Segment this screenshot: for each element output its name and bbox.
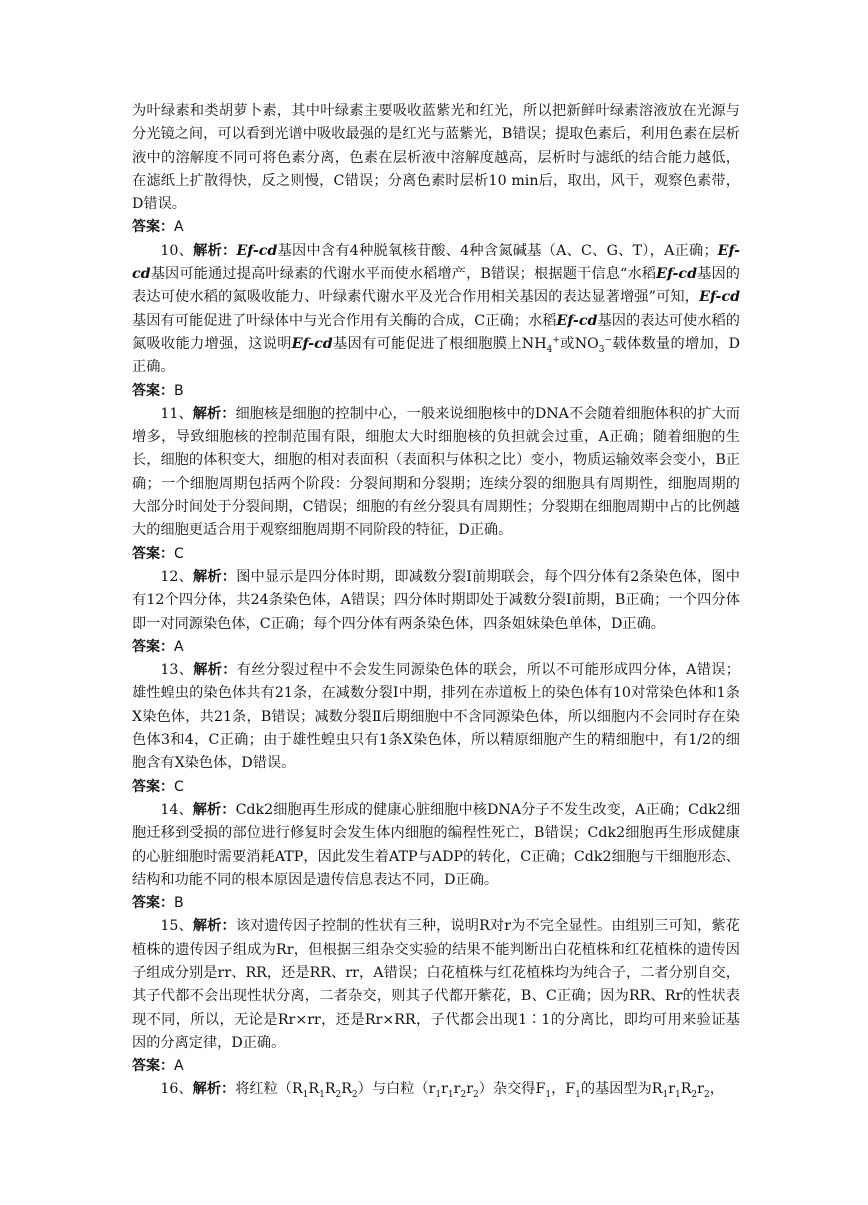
answer-value: A (174, 219, 184, 236)
subscript: 1 (575, 1090, 581, 1101)
q15-paragraph (132, 915, 740, 1055)
text-run: 基因有可能促进了叶绿体中与光合作用有关酶的合成，C正确；水稻 (132, 312, 557, 329)
q14-answer (132, 892, 740, 915)
question-number: 12、 (160, 568, 194, 585)
ion-subscript: 4 (546, 344, 553, 355)
q13-answer (132, 776, 740, 799)
gene-name: Ef-cd (656, 266, 697, 283)
gene-name: Ef-cd (291, 335, 333, 352)
intro-paragraph: 为叶绿素和类胡萝卜素，其中叶绿素主要吸收蓝紫光和红光，所以把新鲜叶绿素溶液放在光源与分光镜之间，可以看到光谱中吸收最强的是红光与蓝紫光，B错误；提取色素后，利用色素在层析液中的溶解度不同可将色素分离，色素在层析液中溶解度越高，层析时与滤纸的结合能力越低，在滤纸上扩散得快，反之则慢，C错误；分离色素时层析10 min后，取出，风干，观察色素带，D错误。 (132, 103, 740, 213)
question-number: 13、 (160, 662, 194, 679)
question-number: 16、 (160, 1081, 193, 1098)
question-number: 14、 (160, 801, 193, 818)
gene-name: Ef-cd (556, 312, 598, 329)
subscript: 1 (435, 1090, 442, 1101)
text-run: ）与白粒（r (357, 1081, 436, 1098)
text-run: 基因中含有4种脱氧核苷酸、4种含氮碱基（A、C、G、T），A正确； (277, 242, 718, 259)
answer-value: B (174, 895, 184, 912)
gene-name: Ef-cd (236, 242, 278, 259)
subscript: 1 (545, 1090, 552, 1101)
analysis-label: 解析： (193, 568, 237, 585)
answer-value: A (174, 1058, 184, 1075)
answer-value: C (174, 545, 184, 562)
text-run: r (453, 1081, 461, 1098)
ion-superscript: − (604, 335, 613, 346)
text-run: 或NO (559, 335, 599, 352)
analysis-text: 有丝分裂过程中不会发生同源染色体的联会，所以不可能形成四分体，A错误；雄性蝗虫的染色体共有21条，在减数分裂Ⅰ中期，排列在赤道板上的染色体有10对常染色体和1条X染色体，共21条，B错误；减数分裂Ⅱ后期细胞中不含同源染色体，所以细胞内不会同时存在染色体3和4，C正确；由于雄性蝗虫只有1条X染色体，所以精原细胞产生的精细胞中，有1/2的细胞含有X染色体，D错误。 (132, 662, 740, 772)
text-run: R (308, 1081, 320, 1098)
gene-name: Ef-cd (132, 242, 740, 283)
q15-answer (132, 1055, 740, 1078)
text-run: 基因有可能促进了根细胞膜上NH (332, 335, 547, 352)
subscript: 2 (460, 1090, 467, 1101)
q11-answer (132, 543, 740, 566)
q11-paragraph (132, 403, 740, 543)
answer-label: 答案： (132, 382, 174, 399)
answer-label: 答案： (132, 219, 174, 236)
text-run: R (680, 1081, 692, 1098)
q14-paragraph (132, 799, 740, 892)
gene-name: Ef-cd (699, 289, 740, 306)
q12-answer (132, 636, 740, 659)
answer-label: 答案： (132, 638, 174, 655)
subscript: 1 (662, 1090, 669, 1101)
text-run: r (668, 1081, 675, 1098)
text-run: R (341, 1081, 352, 1098)
text-run: 将红粒（R (235, 1081, 303, 1098)
subscript: 2 (335, 1090, 342, 1101)
intro-answer (132, 216, 740, 239)
q16-paragraph (132, 1078, 740, 1101)
answer-value: C (174, 778, 184, 795)
subscript: 1 (319, 1090, 325, 1101)
subscript: 2 (351, 1090, 358, 1101)
text-run: ， (709, 1081, 724, 1098)
analysis-text: 该对遗传因子控制的性状有三种，说明R对r为不完全显性。由组别三可知，紫花植株的遗传因子组成为Rr，但根据三组杂交实验的结果不能判断出白花植株和红花植株的遗传因子组成分别是rr、RR，还是RR、rr，A错误；白花植株与红花植株均为纯合子，二者分别自交，其子代都不会出现性状分离，二者杂交，则其子代都开紫花，B、C正确；因为RR、Rr的性状表现不同，所以，无论是Rr×rr，还是Rr×RR，子代都会出现1∶1的分离比，即均可用来验证基因的分离定律，D正确。 (132, 918, 740, 1051)
text-run: ）杂交得F (478, 1081, 546, 1098)
subscript: 2 (691, 1090, 698, 1101)
q10-paragraph (132, 240, 740, 380)
analysis-label: 解析： (193, 242, 237, 259)
text-run: 基因的表达可使水稻的氮吸收能力、叶绿素代谢水平及光合作用相关基因的表达显著增强”可知， (132, 266, 740, 306)
analysis-label: 解析： (192, 918, 236, 935)
text-run: r (466, 1081, 473, 1098)
document-page (132, 100, 740, 1102)
text-run: 的基因型为R (580, 1081, 663, 1098)
analysis-text: 细胞核是细胞的控制中心，一般来说细胞核中的DNA不会随着细胞体积的扩大而增多，导致细胞核的控制范围有限，细胞太大时细胞核的负担就会过重，A正确；随着细胞的生长，细胞的体积变大，细胞的相对表面积（表面积与体积之比）变小，物质运输效率会变小，B正确；一个细胞周期包括两个阶段：分裂间期和分裂期；连续分裂的细胞具有周期性，细胞周期的大部分时间处于分裂间期，C错误；细胞的有丝分裂具有周期性；分裂期在细胞周期中占的比例越大的细胞更适合用于观察细胞周期不同阶段的特征，D正确。 (132, 405, 740, 539)
analysis-text: Cdk2细胞再生形成的健康心脏细胞中核DNA分子不发生改变，A正确；Cdk2细胞迁移到受损的部位进行修复时会发生体内细胞的编程性死亡，B错误；Cdk2细胞再生形成健康的心脏细胞时需要消耗ATP，因此发生着ATP与ADP的转化，C正确；Cdk2细胞与干细胞形态、结构和功能不同的根本原因是遗传信息表达不同，D正确。 (132, 801, 741, 888)
analysis-label: 解析： (193, 662, 237, 679)
subscript: 2 (472, 1090, 479, 1101)
question-number: 11、 (160, 405, 193, 422)
analysis-label: 解析： (192, 405, 236, 422)
text-run: R (324, 1081, 336, 1098)
answer-value: B (174, 382, 184, 399)
ion-subscript: 3 (598, 344, 605, 355)
subscript: 1 (447, 1090, 454, 1101)
q13-paragraph (132, 659, 740, 775)
subscript: 2 (703, 1090, 710, 1101)
answer-label: 答案： (132, 545, 174, 562)
analysis-label: 解析： (192, 1081, 236, 1098)
analysis-label: 解析： (192, 801, 236, 818)
answer-value: A (174, 638, 184, 655)
text-run: 基因可能通过提高叶绿素的代谢水平而使水稻增产，B错误；根据题干信息“水稻 (150, 266, 657, 283)
subscript: 1 (302, 1090, 309, 1101)
subscript: 1 (675, 1090, 681, 1101)
text-run: ，F (551, 1081, 576, 1098)
text-run: r (441, 1081, 448, 1098)
text-run: r (697, 1081, 704, 1098)
text-run: 基因的表达可使水稻的氮吸收能力增强，这说明 (132, 312, 740, 352)
analysis-text: 图中显示是四分体时期，即减数分裂Ⅰ前期联会，每个四分体有2条染色体，图中有12个四分体，共24条染色体，A错误；四分体时期即处于减数分裂Ⅰ前期，B正确；一个四分体即一对同源染色体，C正确；每个四分体有两条染色体，四条姐妹染色单体，D正确。 (132, 568, 740, 632)
question-number: 10、 (160, 242, 194, 259)
text-run: 载体数量的增加，D正确。 (132, 335, 740, 376)
answer-label: 答案： (132, 1058, 174, 1075)
q12-paragraph (132, 566, 740, 636)
ion-superscript: + (552, 335, 560, 346)
answer-label: 答案： (132, 895, 174, 912)
question-number: 15、 (160, 918, 193, 935)
q10-answer (132, 380, 740, 403)
answer-label: 答案： (132, 778, 174, 795)
